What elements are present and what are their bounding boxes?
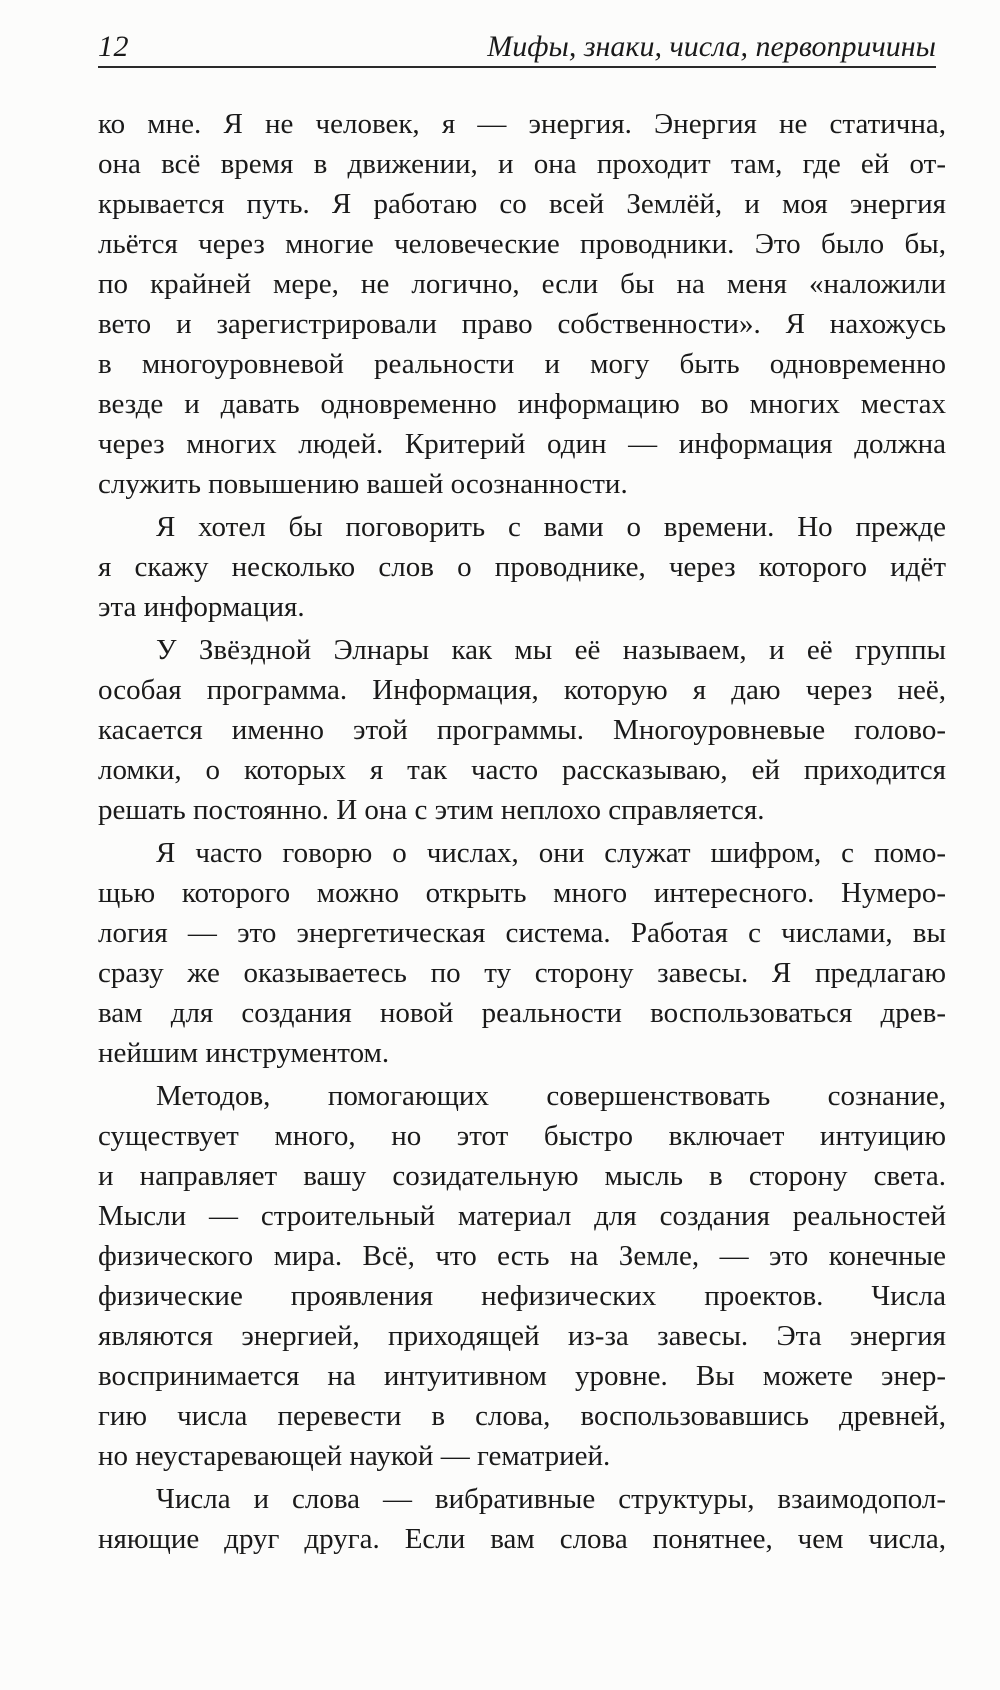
text-line: Мысли — строительный материал для создания реальностей (98, 1200, 946, 1232)
text-line: но неустаревающей наукой — гематрией. (98, 1440, 611, 1472)
text-line: через многих людей. Критерий один — информация должна (98, 428, 946, 460)
body-text (98, 104, 946, 1559)
text-line: вето и зарегистрировали право собственности». Я нахожусь (98, 308, 946, 340)
text-line: крывается путь. Я работаю со всей Землёй, и моя энергия (98, 188, 946, 220)
text-line: У Звёздной Элнары как мы её называем, и её группы (156, 634, 946, 666)
text-line: в многоуровневой реальности и могу быть одновременно (98, 348, 946, 380)
page-number: 12 (98, 30, 129, 63)
text-line: везде и давать одновременно информацию во многих местах (98, 388, 946, 420)
text-line: щью которого можно открыть много интересного. Нумеро- (98, 877, 946, 909)
text-line: эта информация. (98, 591, 305, 623)
page-header (98, 22, 936, 68)
text-line: физического мира. Всё, что есть на Земле, — это конечные (98, 1240, 946, 1272)
text-line: ломки, о которых я так часто рассказываю, ей приходится (98, 754, 946, 786)
text-line: я скажу несколько слов о проводнике, через которого идёт (98, 551, 946, 583)
text-line: воспринимается на интуитивном уровне. Вы можете энер- (98, 1360, 946, 1392)
text-line: служить повышению вашей осознанности. (98, 468, 628, 500)
text-line: касается именно этой программы. Многоуровневые голово- (98, 714, 946, 746)
text-line: Методов, помогающих совершенствовать сознание, (156, 1080, 946, 1112)
paragraph (98, 630, 946, 830)
paragraph (98, 104, 946, 504)
paragraph (98, 1479, 946, 1559)
text-line: вам для создания новой реальности воспользоваться древ- (98, 997, 946, 1029)
text-line: Я часто говорю о числах, они служат шифром, с помо- (156, 837, 946, 869)
text-line: льётся через многие человеческие проводники. Это было бы, (98, 228, 946, 260)
text-line: особая программа. Информация, которую я даю через неё, (98, 674, 946, 706)
paragraph (98, 507, 946, 627)
text-line: физические проявления нефизических проектов. Числа (98, 1280, 946, 1312)
text-line: являются энергией, приходящей из-за завесы. Эта энергия (98, 1320, 946, 1352)
text-line: она всё время в движении, и она проходит там, где ей от- (98, 148, 946, 180)
paragraph (98, 1076, 946, 1476)
text-line: сразу же оказываетесь по ту сторону завесы. Я предлагаю (98, 957, 946, 989)
text-line: существует много, но этот быстро включает интуицию (98, 1120, 946, 1152)
text-line: ко мне. Я не человек, я — энергия. Энергия не статична, (98, 108, 946, 140)
text-line: по крайней мере, не логично, если бы на меня «наложили (98, 268, 946, 300)
running-title: Мифы, знаки, числа, первопричины (487, 30, 936, 63)
text-line: гию числа перевести в слова, воспользовавшись древней, (98, 1400, 946, 1432)
text-line: нейшим инструментом. (98, 1037, 390, 1069)
text-line: Я хотел бы поговорить с вами о времени. Но прежде (156, 511, 946, 543)
text-line: логия — это энергетическая система. Работая с числами, вы (98, 917, 946, 949)
paragraph (98, 833, 946, 1073)
text-line: Числа и слова — вибративные структуры, взаимодопол- (156, 1483, 946, 1515)
text-line: и направляет вашу созидательную мысль в сторону света. (98, 1160, 946, 1192)
text-line: решать постоянно. И она с этим неплохо справляется. (98, 794, 765, 826)
text-line: няющие друг друга. Если вам слова понятнее, чем числа, (98, 1523, 946, 1555)
header-rule (98, 66, 936, 68)
